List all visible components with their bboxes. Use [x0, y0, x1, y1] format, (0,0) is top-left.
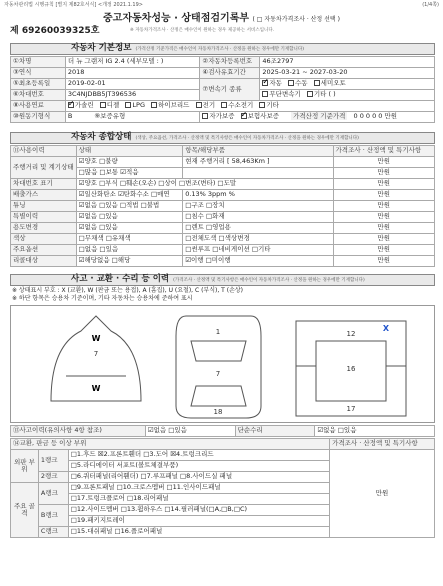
simple-repair-label: 단순수리	[235, 426, 315, 437]
row-price: 만원	[333, 168, 434, 179]
rankB-items2[interactable]: □19.패키지트레이	[68, 516, 329, 527]
rankA-items[interactable]: □9.프론트패널 □10.크로스멤버 □11.인사이드패널	[68, 483, 329, 494]
exchange-price: 만원	[330, 450, 435, 538]
checkbox-icon	[307, 91, 313, 97]
status-row	[11, 201, 435, 212]
label-first-reg: ⑤최초등록일	[11, 79, 66, 90]
checkbox-icon	[196, 102, 202, 108]
checkbox-icon	[259, 102, 265, 108]
warranty-insurance[interactable]	[241, 112, 279, 120]
title-options: ( □ 자동차가격조사 · 산정 선택 )	[252, 16, 340, 23]
fuel-lpg[interactable]	[125, 101, 145, 109]
row-detail: □구조 □장치	[183, 201, 333, 212]
transmission-auto[interactable]	[262, 79, 282, 87]
car-mark-w2: W	[91, 384, 101, 393]
rank1-items[interactable]: □1.후드 ☒2.프론트휀더 □3.도어 ☒4.트렁크리드	[68, 450, 329, 461]
car-mark-w1: W	[91, 334, 101, 343]
fuel-hybrid-label: 하이브리드	[158, 101, 190, 110]
label-inspection: ④검사유효기간	[200, 68, 260, 79]
transmission-row2	[260, 90, 435, 101]
row-detail: □썬루프 □네비게이션 □기타	[183, 245, 333, 256]
checkbox-icon	[314, 80, 320, 86]
value-engine: B	[67, 112, 73, 121]
row-name: 차대번호 표기	[11, 179, 77, 190]
transmission-manual-label: 수동	[295, 79, 308, 88]
status-row	[11, 223, 435, 234]
section3-title: 사고 · 교환 · 수리 등 이력	[71, 274, 170, 284]
row-name: 주요옵션	[11, 245, 77, 256]
row-name: 리콜대상	[11, 256, 77, 267]
value-vin: 3C4NJDBB5JT396536	[65, 90, 200, 101]
row-name: 튜닝	[11, 201, 77, 212]
transmission-cvt[interactable]	[262, 90, 300, 98]
svg-text:18: 18	[213, 408, 223, 416]
status-row	[11, 179, 435, 190]
warranty-price	[200, 112, 435, 123]
legend-line1: ※ 상태표시 부호 : X (교환), W (판금 또는 용접), A (흠집), U (요철), C (부식), T (손상)	[12, 287, 244, 294]
section2-title: 자동차 종합상태	[71, 132, 132, 142]
row-price: 만원	[333, 245, 434, 256]
status-row	[11, 256, 435, 267]
warranty-insurance-label: 보험사보증	[247, 112, 280, 121]
status-row	[11, 157, 435, 168]
row-opts[interactable]: ☑일산화탄소 ☑탄화수소 □매연	[76, 190, 183, 201]
basic-info-table	[10, 56, 435, 123]
checkbox-icon	[125, 102, 131, 108]
value-year: 2018	[65, 68, 200, 79]
warranty-self-label: 자가보증	[209, 112, 235, 121]
svg-text:16: 16	[346, 365, 356, 373]
col-price: 가격조사 · 산정액 및 특기사항	[333, 146, 434, 157]
section1-title: 자동차 기본정보	[71, 43, 132, 53]
section3-header	[10, 274, 435, 286]
checkbox-icon	[262, 80, 268, 86]
exchange-table	[10, 438, 435, 538]
row-opts[interactable]: ☑없음 □있음 □적법 □불법	[76, 201, 183, 212]
row-opts[interactable]: ☑없음 □있음	[76, 223, 183, 234]
car-mark-x: X	[382, 324, 390, 333]
row-opts[interactable]: ☑해당없음 □해당	[76, 256, 183, 267]
row-opts[interactable]: □없음 □있음	[76, 245, 183, 256]
value-car-name: 더 뉴 그랜저 IG 2.4 (세부모델 : )	[65, 57, 200, 68]
section1-header	[10, 43, 435, 55]
svg-text:12: 12	[346, 330, 356, 338]
svg-text:7: 7	[215, 370, 221, 378]
fuel-diesel[interactable]	[100, 101, 120, 109]
value-plate: 46조2797	[260, 57, 435, 68]
document-number	[10, 26, 99, 36]
law-reference-text: 자동차관리법 시행규칙 [별지 제82호서식] <개정 2021.1.19>	[4, 2, 143, 8]
rankA-items2[interactable]: □17.트렁크플로어 □18.리어패널	[68, 494, 329, 505]
transmission-other[interactable]	[307, 90, 336, 98]
row-opts[interactable]: ☑양호 □불량	[76, 157, 183, 168]
rank2-label: 2랭크	[38, 472, 68, 483]
main-label: 주요 골격	[11, 483, 39, 538]
row-price: 만원	[333, 157, 434, 168]
doc-no-suffix: 호	[90, 26, 100, 36]
car-diagram-area	[10, 305, 435, 423]
checkbox-icon	[221, 102, 227, 108]
label-car-name: ①차명	[11, 57, 66, 68]
checkbox-icon	[262, 91, 268, 97]
row-name: 배출가스	[11, 190, 77, 201]
exchange-label: ⑭교환, 판금 등 이상 부위	[11, 439, 330, 450]
label-engine: ⑩원동기형식	[11, 112, 66, 123]
row-name: 특별이력	[11, 212, 77, 223]
checkbox-icon	[68, 102, 74, 108]
title-text: 중고자동차성능 · 상태점검기록부	[103, 13, 250, 24]
value-inspection: 2025-03-21 ~ 2027-03-20	[260, 68, 435, 79]
law-reference	[4, 3, 439, 11]
row-detail: □침수 □화재	[183, 212, 333, 223]
rankB-label: B랭크	[38, 505, 68, 527]
price-value: 0 0 0 0 0 만원	[353, 112, 398, 121]
checkbox-icon	[288, 80, 294, 86]
rank1-label: 1랭크	[38, 450, 68, 472]
fuel-electric-label: 전기	[202, 101, 216, 110]
col-status: 상태	[76, 146, 183, 157]
section3-note: (가격조사 · 산정액 및 특기사항은 매수인이 자동차가격조사 · 산정을 원하는 경우에만 기재합니다)	[173, 278, 365, 283]
transmission-other-label: 기타 ( )	[313, 90, 336, 99]
warranty-label: ⑨보증유형	[94, 112, 126, 121]
fuel-other[interactable]	[259, 101, 279, 109]
page-indicator: (1/4쪽)	[422, 2, 439, 8]
svg-text:17: 17	[346, 405, 356, 413]
checkbox-icon	[151, 102, 157, 108]
transmission-semi[interactable]	[314, 79, 346, 87]
col-item: 항목/해당부품	[183, 146, 333, 157]
transmission-manual[interactable]	[288, 79, 308, 87]
row-opts[interactable]: □많음 □보통 ☑적음	[76, 168, 183, 179]
fuel-gasoline-label: 가솔린	[74, 101, 94, 110]
row-name: 주행거리 및 계기상태	[11, 157, 77, 179]
row-detail: □렌트 □영업용	[183, 223, 333, 234]
outer-label: 외판 부위	[11, 450, 39, 483]
fuel-hydrogen-label: 수소전기	[228, 101, 254, 110]
label-plate: ②자동차등록번호	[200, 57, 260, 68]
rank1-items2[interactable]: □5.라디에이터 서포트(볼트체결부품)	[68, 461, 329, 472]
status-row	[11, 190, 435, 201]
col-history: ⑪사용이력	[11, 146, 77, 157]
label-vin: ⑥차대번호	[11, 90, 66, 101]
page-title	[0, 13, 443, 25]
accident-opts[interactable]: ☑없음 □있음	[145, 426, 235, 437]
fuel-hybrid[interactable]	[151, 101, 189, 109]
row-detail	[183, 168, 333, 179]
transmission-row1	[260, 79, 435, 90]
status-row	[11, 212, 435, 223]
transmission-cvt-label: 무단변속기	[269, 90, 301, 99]
row-opts[interactable]: □무채색 □유채색	[76, 234, 183, 245]
row-detail: 0.13% 3ppm %	[183, 190, 333, 201]
checkbox-icon	[202, 113, 208, 119]
checkbox-icon	[100, 102, 106, 108]
fuel-hydrogen[interactable]	[221, 101, 253, 109]
price-label: 가격산정 기준가격	[293, 112, 346, 121]
title-note: ※ 자동차가격조사 · 산정은 매수인이 원하는 경우 제공하는 서비스입니다.	[130, 28, 275, 33]
doc-no-value: 69260039325	[21, 26, 91, 36]
simple-repair-opts[interactable]: ☑없음 □있음	[315, 426, 435, 437]
svg-text:1: 1	[215, 328, 221, 336]
row-price: 만원	[333, 179, 434, 190]
row-detail: 현재 주행거리 [ 58,463Km ]	[183, 157, 333, 168]
label-fuel: ⑧사용연료	[11, 101, 66, 112]
value-first-reg: 2019-02-01	[65, 79, 200, 90]
row-price: 만원	[333, 234, 434, 245]
section2-header	[10, 132, 435, 144]
fuel-gasoline[interactable]	[68, 101, 94, 109]
section2-note: (색상, 주요옵션, 가격조사 · 산정액 및 특기사항은 매수인이 자동차가격조사 · 산정을 원하는 경우에만 기재합니다)	[135, 136, 359, 141]
rankA-label: A랭크	[38, 483, 68, 505]
transmission-semi-label: 세미오토	[320, 79, 346, 88]
fuel-electric[interactable]	[196, 101, 216, 109]
row-name: 용도변경	[11, 223, 77, 234]
status-row	[11, 234, 435, 245]
exchange-price-header: 가격조사 · 산정액 및 특기사항	[330, 439, 435, 450]
legend-line2: ※ 하단 항목은 승용차 기준이며, 기타 자동차는 승용차에 준하여 표시	[12, 295, 193, 302]
accident-table	[10, 425, 435, 437]
label-year: ③연식	[11, 68, 66, 79]
rankC-items[interactable]: □15.대쉬패널 □16.플로어패널	[68, 527, 329, 538]
fuel-lpg-label: LPG	[132, 101, 145, 110]
rankB-items[interactable]: □12.사이드멤버 □13.휠하우스 □14.필러패널(□A,□B,□C)	[68, 505, 329, 516]
car-diagram-svg	[11, 306, 436, 424]
section1-note: (가격산정 기준가격은 매수인이 자동차가격조사 · 산정을 원하는 경우에만 기재합니다)	[135, 47, 304, 52]
row-price: 만원	[333, 256, 434, 267]
rank2-items[interactable]: □6.쿼터패널(리어휀더) □7.루프패널 □8.사이드실 패널	[68, 472, 329, 483]
fuel-diesel-label: 디젤	[106, 101, 120, 110]
row-opts[interactable]: ☑없음 □있음	[76, 212, 183, 223]
row-price: 만원	[333, 201, 434, 212]
checkbox-icon	[241, 113, 247, 119]
row-detail: □전체도색 □색상변경	[183, 234, 333, 245]
accident-label: ⑬사고이력(유의사항 4항 참조)	[11, 426, 146, 437]
overall-status-table	[10, 145, 435, 267]
svg-text:7: 7	[93, 350, 99, 358]
label-transmission: ⑦변속기 종류	[200, 79, 260, 101]
warranty-self[interactable]	[202, 112, 234, 120]
transmission-auto-label: 자동	[269, 79, 282, 88]
row-price: 만원	[333, 212, 434, 223]
status-row	[11, 245, 435, 256]
row-opts[interactable]: ☑양호 □부식 □훼손(오손) □상이 □변조(변타) □도말	[76, 179, 333, 190]
row-detail: ☑이행 □미이행	[183, 256, 333, 267]
fuel-options	[65, 101, 434, 112]
row-name: 색상	[11, 234, 77, 245]
rankC-label: C랭크	[38, 527, 68, 538]
row-price: 만원	[333, 223, 434, 234]
row-price: 만원	[333, 190, 434, 201]
doc-no-label: 제	[10, 26, 19, 36]
engine-warranty	[65, 112, 200, 123]
fuel-other-label: 기타	[266, 101, 279, 110]
